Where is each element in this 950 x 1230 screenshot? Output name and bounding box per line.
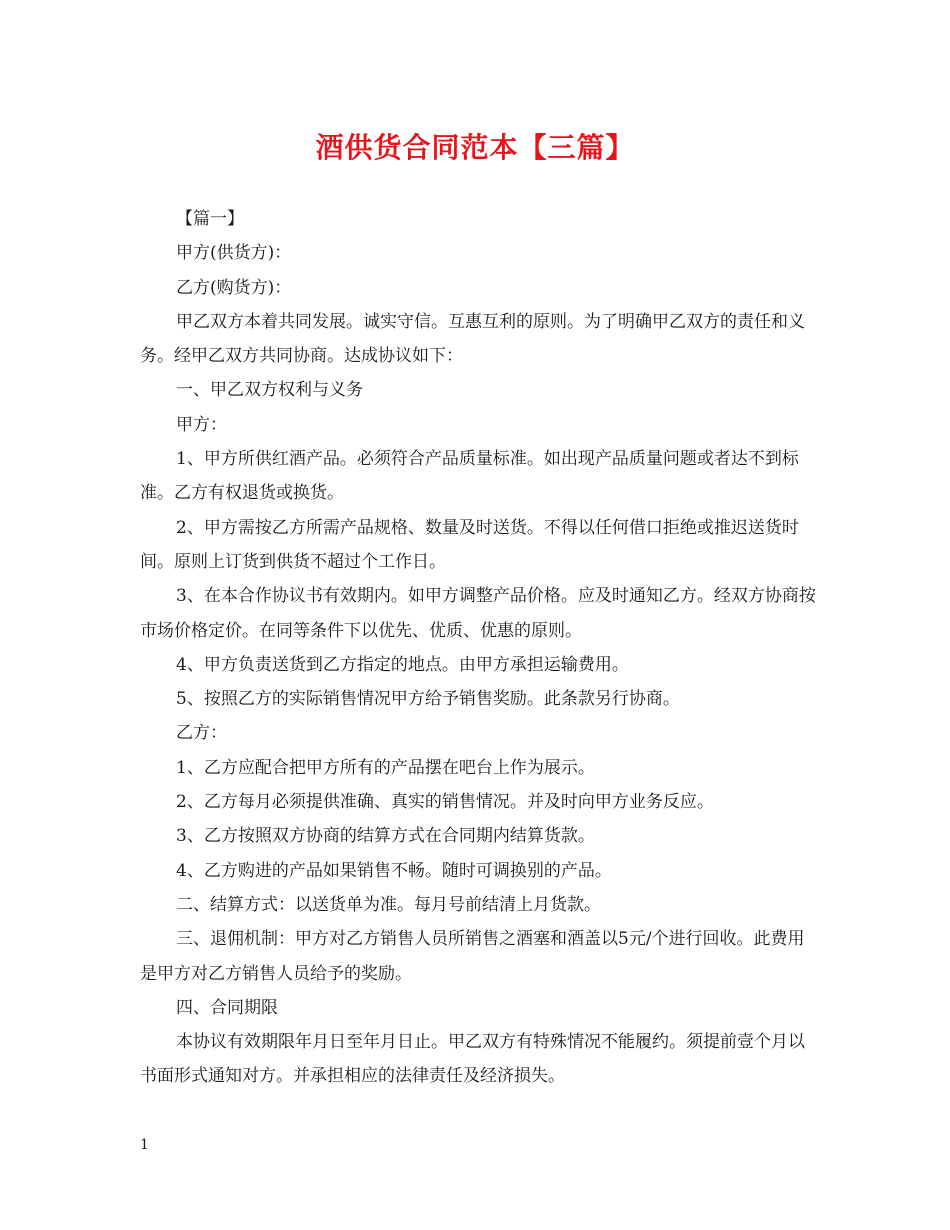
party-b-item-4: 4、乙方购进的产品如果销售不畅。随时可调换别的产品。	[176, 860, 612, 881]
clause-settlement: 二、结算方式：以送货单为准。每月号前结清上月货款。	[176, 894, 601, 915]
party-a-item-1: 1、甲方所供红酒产品。必须符合产品质量标准。如出现产品质量问题或者达不到标准。乙方有权退货或换货。	[140, 449, 799, 504]
party-b-heading: 乙方：	[176, 723, 227, 744]
party-a-item-2: 2、甲方需按乙方所需产品规格、数量及时送货。不得以任何借口拒绝或推迟送货时间。原则上订货到供货不超过个工作日。	[140, 517, 799, 572]
party-b-item-2: 2、乙方每月必须提供准确、真实的销售情况。并及时向甲方业务反应。	[176, 792, 714, 813]
party-b-item-1: 1、乙方应配合把甲方所有的产品摆在吧台上作为展示。	[176, 757, 595, 778]
document-title: 酒供货合同范本【三篇】	[315, 131, 635, 164]
party-a-line: 甲方(供货方)：	[176, 243, 292, 264]
party-a-item-3: 3、在本合作协议书有效期内。如甲方调整产品价格。应及时通知乙方。经双方协商按市场价格定价。在同等条件下以优先、优质、优惠的原则。	[140, 586, 816, 641]
clause-commission: 三、退佣机制：甲方对乙方销售人员所销售之酒塞和酒盖以5元/个进行回收。此费用是甲方对乙方销售人员给予的奖励。	[140, 929, 805, 984]
page-number: 1	[140, 1137, 149, 1153]
party-a-item-5: 5、按照乙方的实际销售情况甲方给予销售奖励。此条款另行协商。	[176, 689, 680, 710]
term-paragraph: 本协议有效期限年月日至年月日止。甲乙双方有特殊情况不能履约。须提前壹个月以书面形式通知对方。并承担相应的法律责任及经济损失。	[140, 1032, 805, 1087]
party-a-heading: 甲方：	[176, 414, 227, 435]
section-heading-part-one: 【篇一】	[176, 209, 244, 229]
party-b-item-3: 3、乙方按照双方协商的结算方式在合同期内结算货款。	[176, 826, 595, 847]
preamble-paragraph: 甲乙双方本着共同发展。诚实守信。互惠互利的原则。为了明确甲乙双方的责任和义务。经甲乙双方共同协商。达成协议如下：	[140, 311, 805, 367]
document-body	[140, 202, 820, 1094]
party-a-item-4: 4、甲方负责送货到乙方指定的地点。由甲方承担运输费用。	[176, 654, 629, 675]
clause-heading-rights: 一、甲乙双方权利与义务	[176, 380, 363, 401]
party-b-line: 乙方(购货方)：	[176, 277, 292, 298]
clause-heading-term: 四、合同期限	[176, 997, 278, 1018]
